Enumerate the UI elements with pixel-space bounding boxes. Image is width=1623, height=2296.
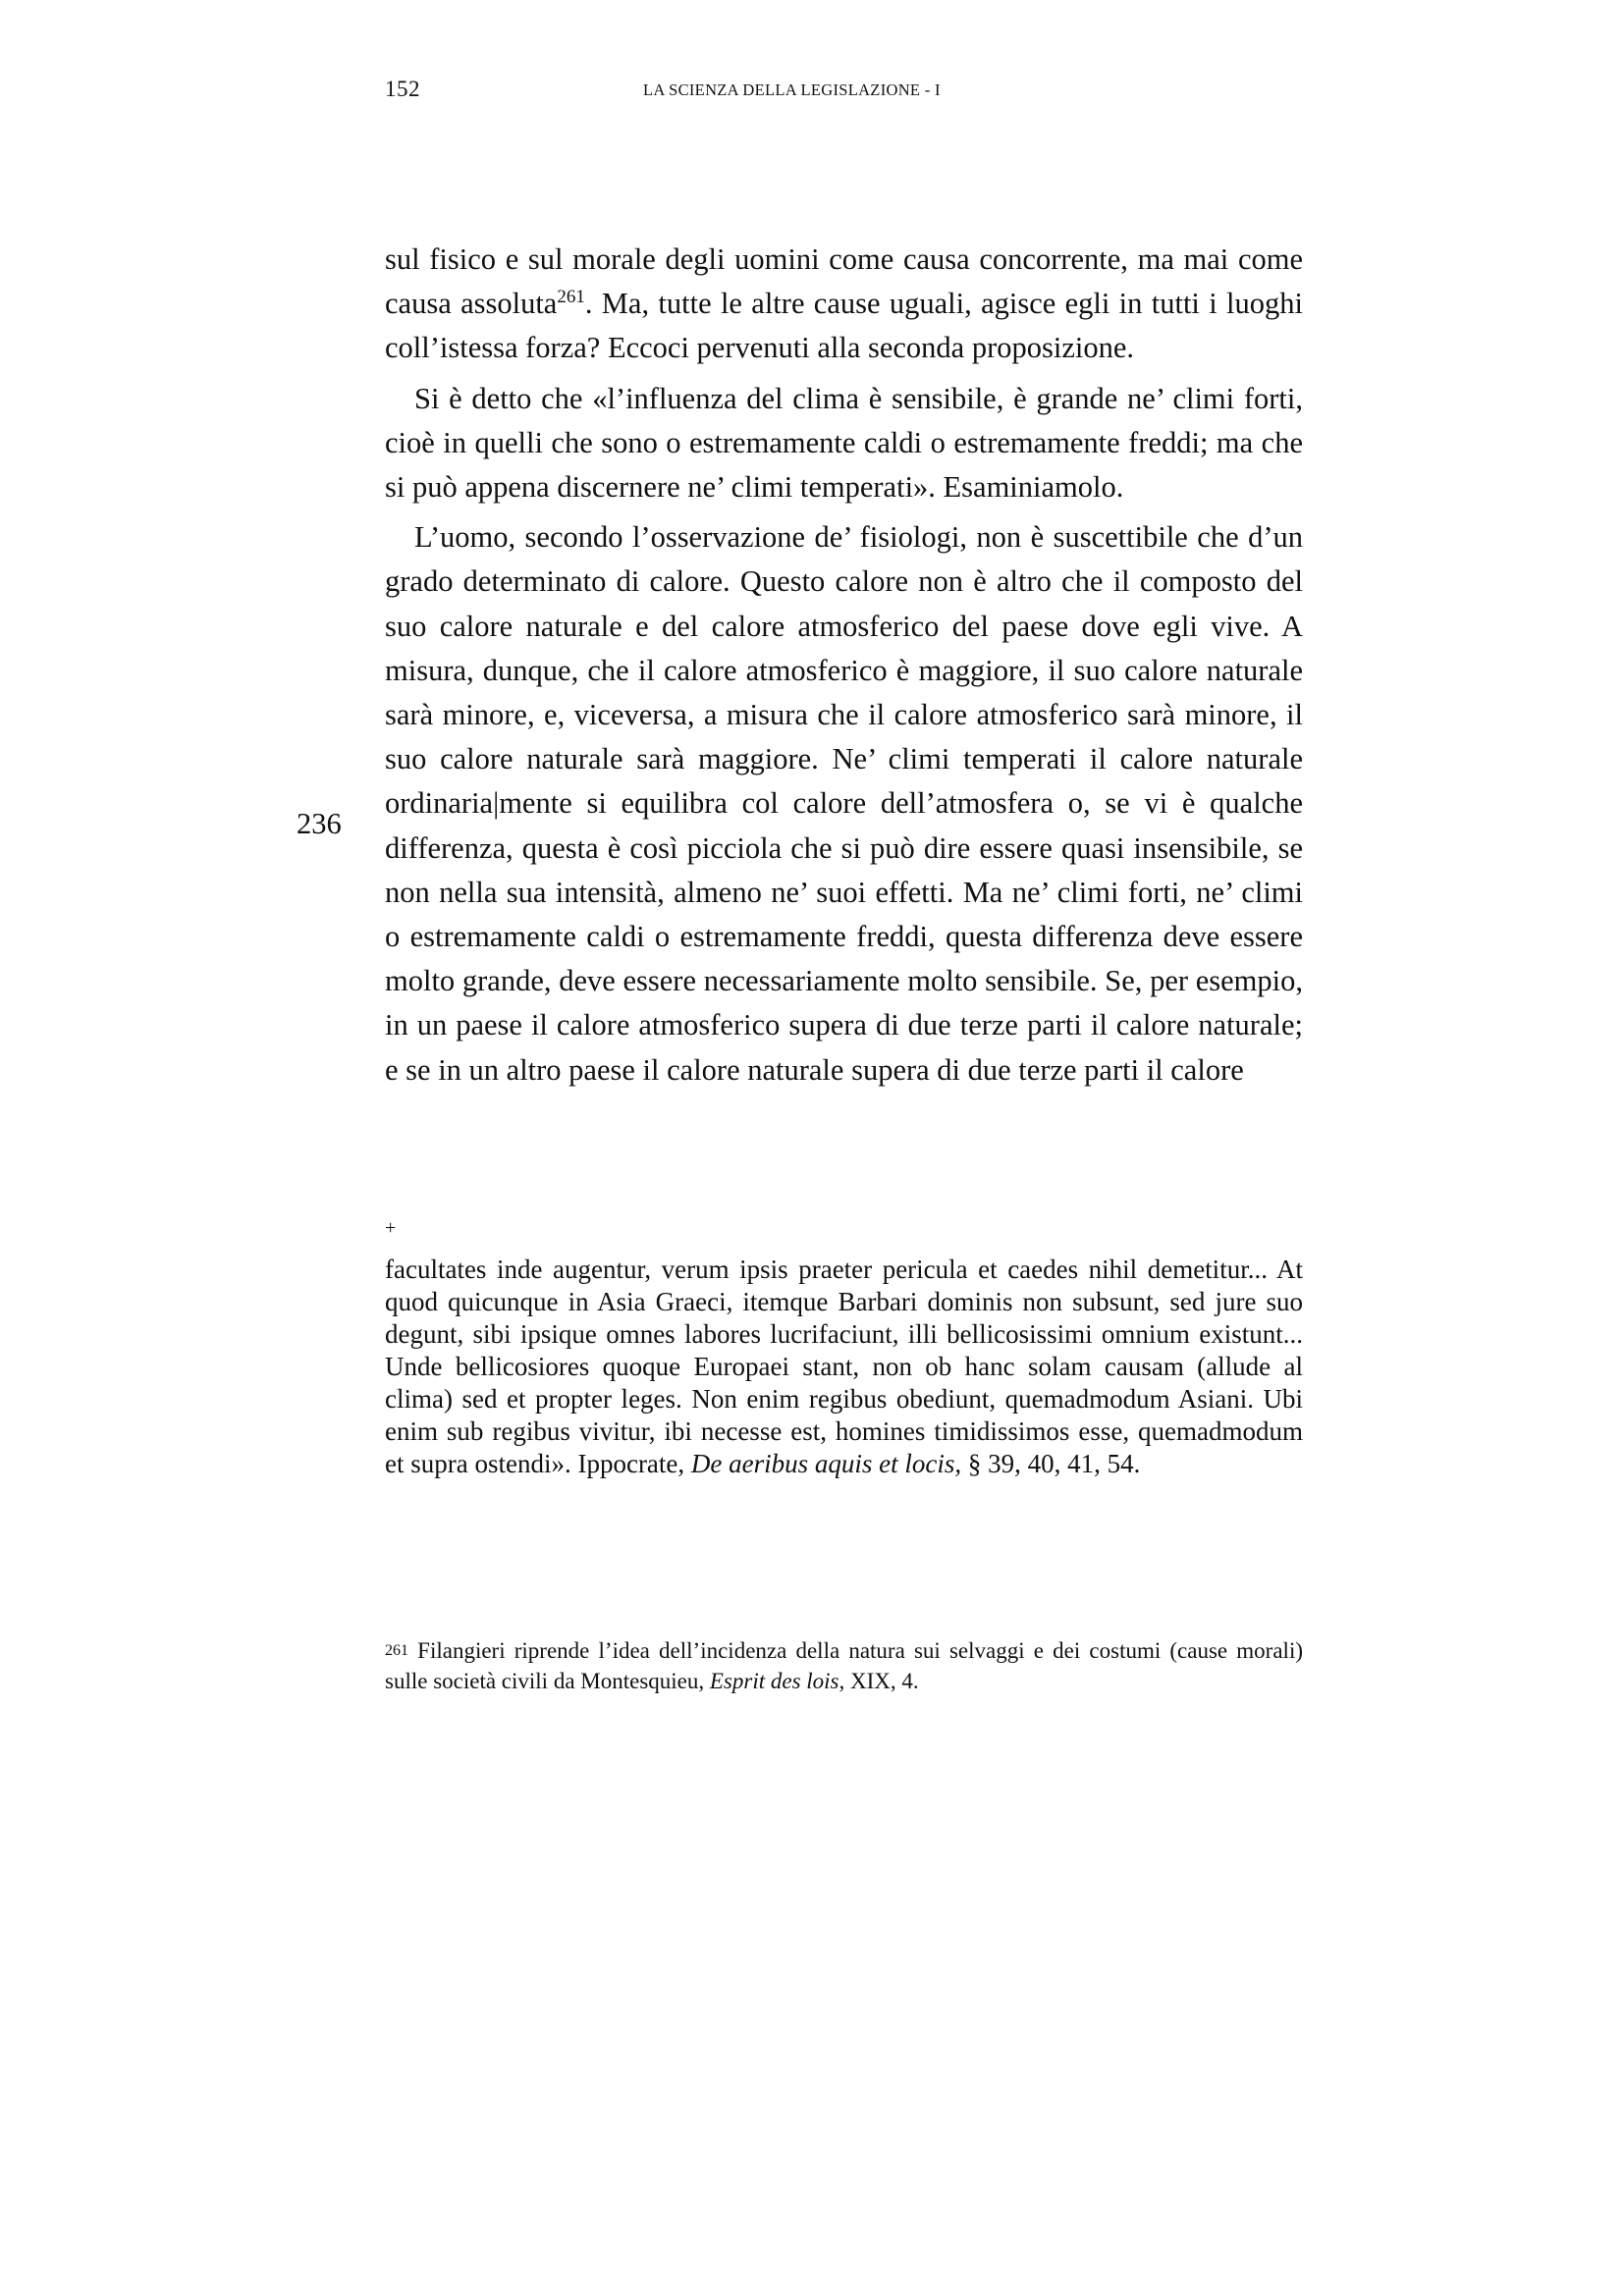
continuation-text (385, 1254, 1303, 1480)
footnote-continuation (385, 1214, 1303, 1480)
footnote-261 (385, 1635, 1303, 1696)
paragraph-1-text-before: sul fisico e sul morale degli uomini come causa concorrente, ma mai come causa assoluta (385, 242, 1303, 321)
continuation-quote: facultates inde augentur, verum ipsis praeter pericula et caedes nihil demetitur... At quod quicunque in Asia Graeci, itemque Barbari dominis non subsunt, sed jure suo degunt, sibi ipsique omnes labores lucrifaciunt, illi bellicosissimi omnium existunt... Unde bellicosiores quoque Europaei stant, non ob hanc solam causam (allude al clima) sed et propter leges. Non enim regibus obediunt, quemadmodum Asiani. Ubi enim sub regibus vivitur, ibi necesse est, homines timidissimos esse, quemadmodum et supra ostendi». (385, 1255, 1303, 1478)
page-header (385, 77, 1303, 106)
citation-author: Ippocrate, (577, 1449, 691, 1478)
running-head: LA SCIENZA DELLA LEGISLAZIONE - I (643, 80, 941, 99)
page-number: 152 (385, 77, 420, 101)
paragraph-1-text-after: . Ma, tutte le altre cause uguali, agisce egli in tutti i luoghi coll’istessa forza? Eccoci pervenuti alla seconda proposizione. (385, 287, 1303, 365)
continuation-marker: + (385, 1217, 397, 1239)
footnote-reference-261[interactable]: 261 (557, 287, 585, 308)
page-break-marker: | (493, 786, 500, 821)
margin-page-reference: 236 (297, 807, 342, 840)
citation-title: De aeribus aquis et locis, (690, 1449, 962, 1478)
paragraph-3-text-after: mente si equilibra col calore dell’atmosfera o, se vi è qualche differenza, questa è così picciola che si può dire essere quasi insensibile, se non nella sua intensità, almeno ne’ suoi effetti. Ma ne’ climi forti, ne’ climi o estremamente caldi o estremamente freddi, questa differenza deve essere molto grande, deve essere necessariamente molto sensibile. Se, per esempio, in un paese il calore atmosferico supera di due terze parti il calore naturale; e se in un altro paese il calore naturale supera di due terze parti il calore (385, 786, 1303, 1087)
paragraph-3-text-before: L’uomo, secondo l’osservazione de’ fisiologi, non è suscettibile che d’un grado determinato di calore. Questo calore non è altro che il composto del suo calore naturale e del calore atmosferico del paese dove egli vive. A misura, dunque, che il calore atmosferico è maggiore, il suo calore naturale sarà minore, e, viceversa, a misura che il calore atmosferico sarà minore, il suo calore naturale sarà maggiore. Ne’ climi temperati il calore naturale ordinaria (385, 520, 1303, 821)
footnote-text-before: Filangieri riprende l’idea dell’incidenza della natura sui selvaggi e dei costumi (cause morali) sulle società civili da Montesquieu, (385, 1638, 1303, 1693)
paragraph-2: Si è detto che «l’influenza del clima è sensibile, è grande ne’ climi forti, cioè in quelli che sono o estremamente caldi o estremamente freddi; ma che si può appena discernere ne’ climi temperati». Esaminiamolo. (385, 381, 1303, 505)
footnote-work-title: Esprit des lois (709, 1669, 839, 1693)
citation-rest: § 39, 40, 41, 54. (961, 1449, 1141, 1478)
paragraph-3 (385, 515, 1303, 1093)
footnote-number: 261 (385, 1642, 408, 1659)
paragraph-1 (385, 238, 1303, 371)
main-text (385, 238, 1303, 1098)
footnote-text-after: , XIX, 4. (839, 1669, 919, 1693)
